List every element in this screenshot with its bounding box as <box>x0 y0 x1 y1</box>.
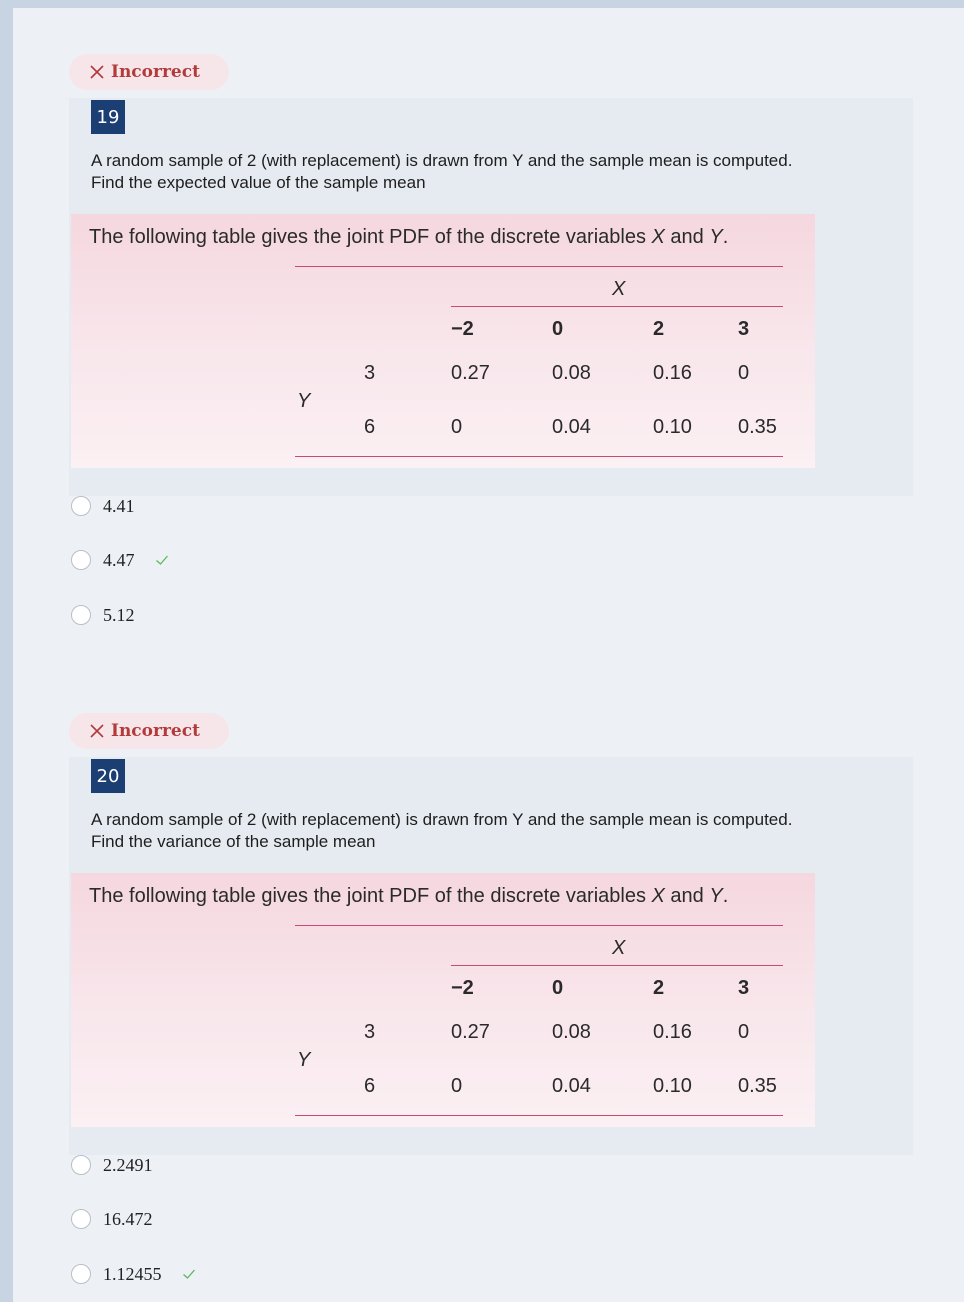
radio-button[interactable] <box>71 550 91 570</box>
question-text-line: Find the expected value of the sample mean <box>91 173 426 192</box>
answer-option[interactable] <box>71 547 169 573</box>
question-text <box>91 150 891 194</box>
table-cell: 0 <box>738 362 750 384</box>
question-text-line: A random sample of 2 (with replacement) is drawn from Y and the sample mean is computed. <box>91 810 793 829</box>
y-value: 3 <box>364 1021 376 1043</box>
figure-caption: The following table gives the joint PDF of the discrete variables X and Y. <box>89 885 729 907</box>
y-value: 3 <box>364 362 376 384</box>
table-top-rule <box>295 266 783 267</box>
answer-option[interactable] <box>71 493 135 519</box>
check-icon <box>182 1267 196 1281</box>
table-cell: 0.04 <box>552 416 591 438</box>
question-card <box>69 98 913 496</box>
question-number: 20 <box>91 759 125 793</box>
option-label: 5.12 <box>103 604 135 625</box>
y-value: 6 <box>364 416 376 438</box>
table-cell: 0.27 <box>451 1021 490 1043</box>
table-cell: 0.16 <box>653 1021 692 1043</box>
question-text-line: Find the variance of the sample mean <box>91 832 376 851</box>
table-top-rule <box>295 925 783 926</box>
x-value: −2 <box>451 977 474 999</box>
incorrect-badge <box>69 713 229 749</box>
x-value: 0 <box>552 318 564 340</box>
radio-button[interactable] <box>71 1209 91 1229</box>
table-cell: 0.10 <box>653 416 692 438</box>
radio-button[interactable] <box>71 1155 91 1175</box>
answer-option[interactable] <box>71 1261 196 1287</box>
option-label: 2.2491 <box>103 1154 153 1175</box>
quiz-results-page <box>13 8 964 1302</box>
table-bottom-rule <box>295 1115 783 1116</box>
table-cell: 0.35 <box>738 416 777 438</box>
x-value: 0 <box>552 977 564 999</box>
question-card <box>69 757 913 1155</box>
question-text-line: A random sample of 2 (with replacement) is drawn from Y and the sample mean is computed. <box>91 151 793 170</box>
joint-pdf-figure <box>71 873 815 1127</box>
x-value: 3 <box>738 318 750 340</box>
question-number: 19 <box>91 100 125 134</box>
answer-option[interactable] <box>71 1152 153 1178</box>
incorrect-badge <box>69 54 229 90</box>
x-value: 2 <box>653 318 665 340</box>
table-cell: 0 <box>451 416 463 438</box>
radio-button[interactable] <box>71 1264 91 1284</box>
table-cell: 0 <box>738 1021 750 1043</box>
table-cell: 0.27 <box>451 362 490 384</box>
header-rule <box>451 965 783 966</box>
option-label: 4.47 <box>103 549 135 570</box>
table-bottom-rule <box>295 456 783 457</box>
option-label: 1.12455 <box>103 1263 162 1284</box>
table-cell: 0.16 <box>653 362 692 384</box>
close-icon <box>89 64 105 80</box>
check-icon <box>155 553 169 567</box>
joint-pdf-figure <box>71 214 815 468</box>
table-cell: 0 <box>451 1075 463 1097</box>
answer-option[interactable] <box>71 1206 153 1232</box>
table-cell: 0.10 <box>653 1075 692 1097</box>
x-value: 2 <box>653 977 665 999</box>
table-cell: 0.04 <box>552 1075 591 1097</box>
radio-button[interactable] <box>71 605 91 625</box>
table-cell: 0.08 <box>552 362 591 384</box>
x-value: 3 <box>738 977 750 999</box>
y-axis-label: Y <box>297 390 311 412</box>
table-cell: 0.08 <box>552 1021 591 1043</box>
figure-caption: The following table gives the joint PDF of the discrete variables X and Y. <box>89 226 729 248</box>
question-text <box>91 809 891 853</box>
header-rule <box>451 306 783 307</box>
x-axis-label: X <box>612 278 626 300</box>
answer-option[interactable] <box>71 602 135 628</box>
option-label: 4.41 <box>103 495 135 516</box>
y-value: 6 <box>364 1075 376 1097</box>
x-axis-label: X <box>612 937 626 959</box>
y-axis-label: Y <box>297 1049 311 1071</box>
table-cell: 0.35 <box>738 1075 777 1097</box>
x-value: −2 <box>451 318 474 340</box>
status-label: Incorrect <box>111 62 200 82</box>
close-icon <box>89 723 105 739</box>
radio-button[interactable] <box>71 496 91 516</box>
option-label: 16.472 <box>103 1208 153 1229</box>
status-label: Incorrect <box>111 721 200 741</box>
